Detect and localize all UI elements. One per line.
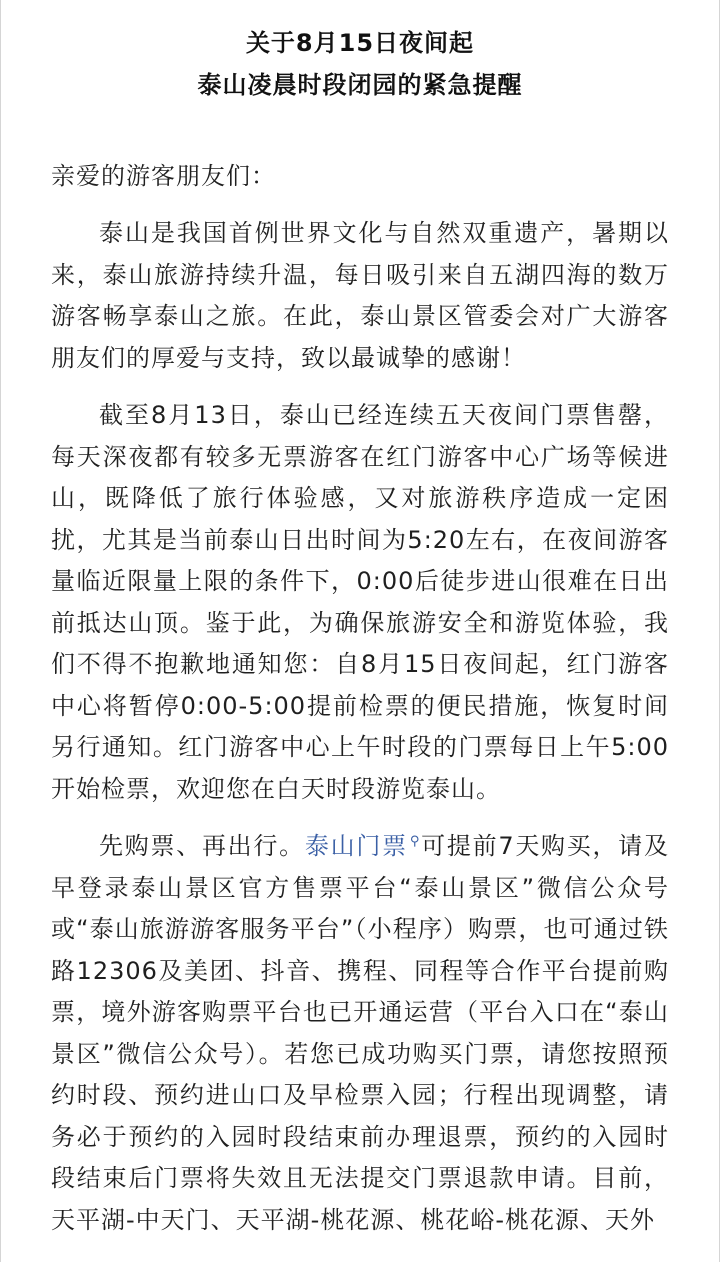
paragraph-2: 截至8月13日，泰山已经连续五天夜间门票售罄，每天深夜都有较多无票游客在红门游客中心广场等候进山，既降低了旅行体验感，又对旅游秩序造成一定困扰，尤其是当前泰山日出时间为5:20左右，在夜间游客量临近限量上限的条件下，0:00后徒步进山很难在日出前抵达山顶。鉴于此，为确保旅游安全和游览体验，我们不得不抱歉地通知您：自8月15日夜间起，红门游客中心将暂停0:00-5:00提前检票的便民措施，恢复时间另行通知。红门游客中心上午时段的门票每日上午5:00开始检票，欢迎您在白天时段游览泰山。 (51, 401, 669, 803)
greeting: 亲爱的游客朋友们： (51, 162, 276, 190)
paragraph-3 (51, 826, 669, 1241)
article-title (51, 0, 669, 106)
paragraph-3-prefix: 先购票、再出行。 (99, 832, 305, 860)
paragraph-3-rest: 可提前7天购买，请及早登录泰山景区官方售票平台“泰山景区”微信公众号或“泰山旅游游客服务平台”（小程序）购票，也可通过铁路12306及美团、抖音、携程、同程等合作平台提前购票，境外游客购票平台也已开通运营（平台入口在“泰山景区”微信公众号）。若您已成功购买门票，请您按照预约时段、预约进山口及早检票入园；行程出现调整，请务必于预约的入园时段结束前办理退票，预约的入园时段结束后门票将失效且无法提交门票退款申请。目前，天平湖-中天门、天平湖-桃花源、桃花峪-桃花源、天外 (51, 832, 670, 1234)
article-title-line-1: 关于8月15日夜间起 (245, 29, 475, 57)
taishan-ticket-link-text[interactable]: 泰山门票 (304, 832, 408, 860)
article-body (39, 0, 681, 1262)
paragraph-1: 泰山是我国首例世界文化与自然双重遗产，暑期以来，泰山旅游持续升温，每日吸引来自五湖四海的数万游客畅享泰山之旅。在此，泰山景区管委会对广大游客朋友们的厚爱与支持，致以最诚挚的感谢！ (51, 219, 669, 372)
taishan-ticket-link[interactable]: 泰山门票 ⚲ (304, 832, 421, 860)
article-title-line-2: 泰山凌晨时段闭园的紧急提醒 (197, 71, 523, 99)
